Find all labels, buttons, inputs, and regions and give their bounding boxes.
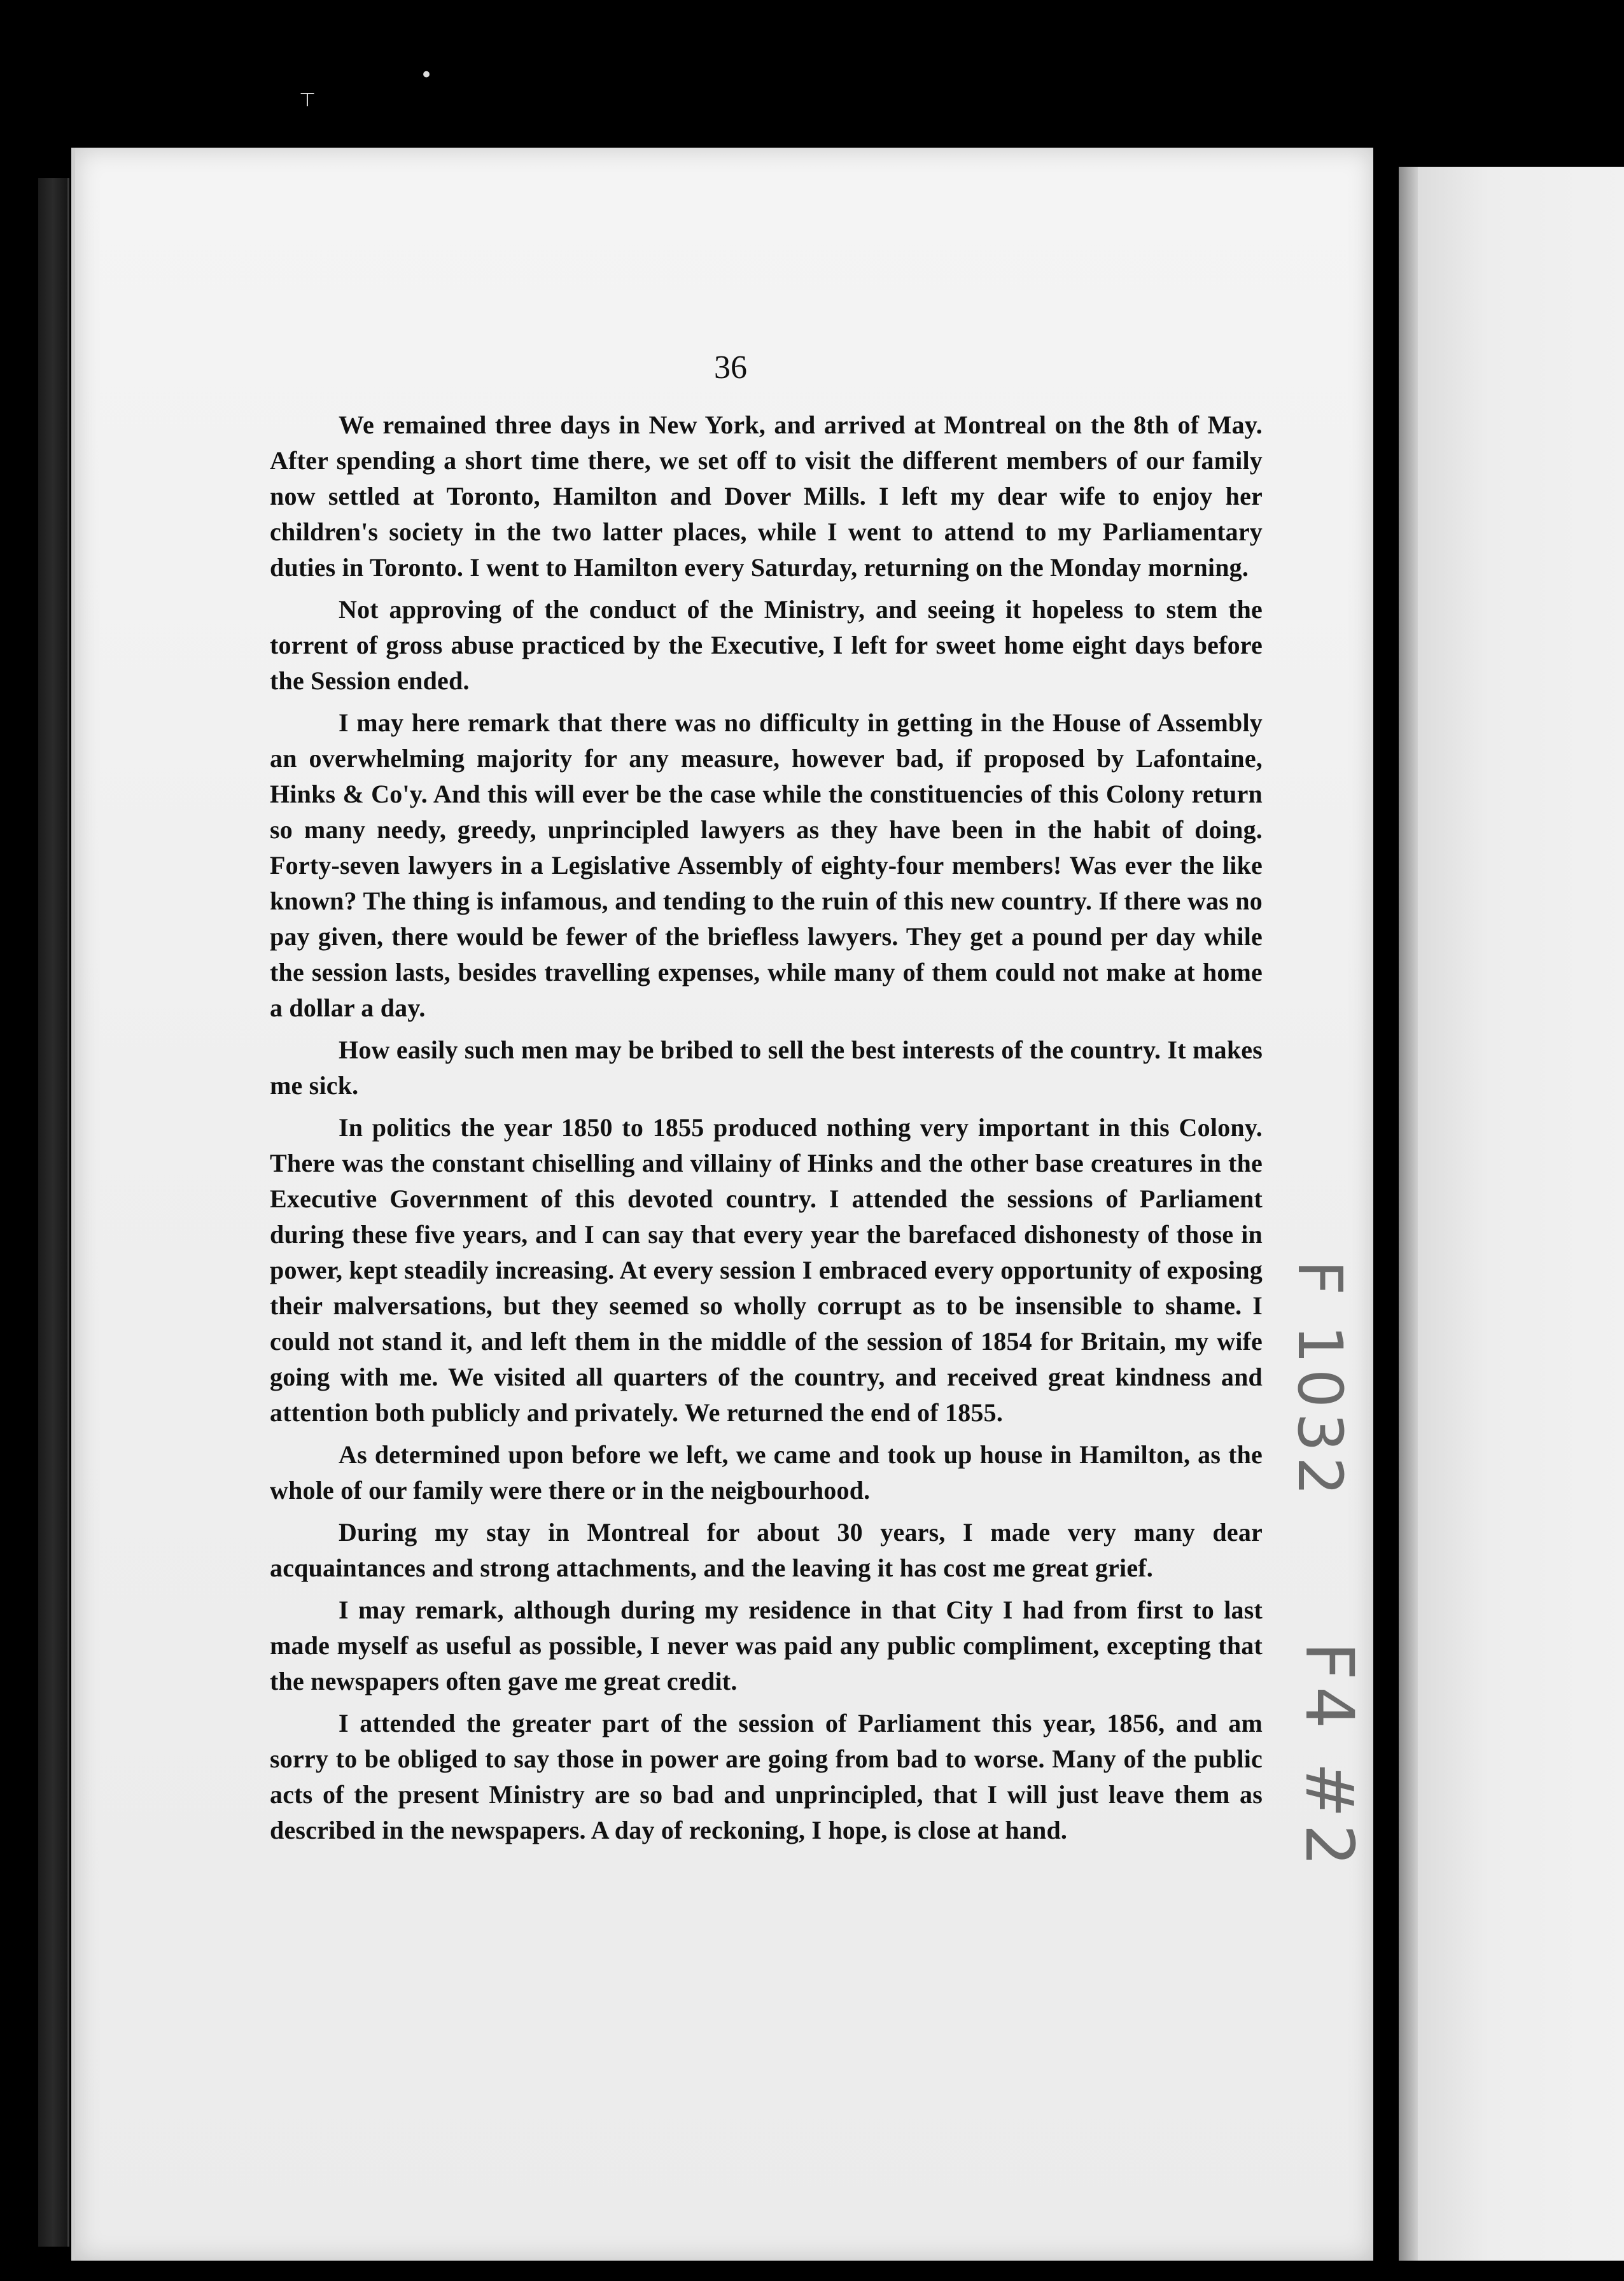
paragraph: During my stay in Montreal for about 30 years, I made very many dear acquaintances and strong attachments, and the leaving it has cost me great grief.: [270, 1518, 1263, 1582]
adjacent-page: [1399, 167, 1624, 2261]
paragraph: We remained three days in New York, and arrived at Montreal on the 8th of May. After spending a short time there, we set off to visit the different members of our family now settled at Toronto, Hamilton and Dover Mills. I left my dear wife to enjoy her children's society in the two latter places, while I went to attend to my Parliamentary duties in Toronto. I went to Hamilton every Saturday, returning on the Monday morning.: [270, 411, 1263, 582]
paragraph: Not approving of the conduct of the Ministry, and seeing it hopeless to stem the torrent of gross abuse practiced by the Executive, I left for sweet home eight days before the Session ended.: [270, 595, 1263, 695]
catalog-number-note: F 1032: [1284, 1260, 1355, 1501]
scan-speck: •: [420, 62, 433, 88]
book-binding: [38, 178, 69, 2247]
paragraph: As determined upon before we left, we came and took up house in Hamilton, as the whole of our family were there or in the neigbourhood.: [270, 1440, 1263, 1505]
page-gutter: [1399, 167, 1418, 2261]
paragraph: In politics the year 1850 to 1855 produced nothing very important in this Colony. There was the constant chiselling and villainy of Hinks and the other base creatures in the Executive Government of this devoted country. I attended the sessions of Parliament during these five years, and I can say that every year the barefaced dishonesty of those in power, kept steadily increasing. At every session I embraced every opportunity of exposing their malversations, but they seemed so wholly corrupt as to be insensible to shame. I could not stand it, and left them in the middle of the session of 1854 for Britain, my wife going with me. We visited all quarters of the country, and received great kindness and attention both publicly and privately. We returned the end of 1855.: [270, 1113, 1263, 1427]
page-number: 36: [714, 349, 747, 386]
paragraph: I attended the greater part of the session of Parliament this year, 1856, and am sorry to be obliged to say those in power are going from bad to worse. Many of the public acts of the present Ministry are so bad and unprincipled, that I will just leave them as described in the newspapers. A day of reckoning, I hope, is close at hand.: [270, 1709, 1263, 1844]
paragraph: I may here remark that there was no difficulty in getting in the House of Assembly an overwhelming majority for any measure, however bad, if proposed by Lafontaine, Hinks & Co'y. And this will ever be the case while the constituencies of this Colony return so many needy, greedy, unprincipled lawyers as they have been in the habit of doing. Forty-seven lawyers in a Legislative Assembly of eighty-four members! Was ever the like known? The thing is infamous, and tending to the ruin of this new country. If there was no pay given, there would be fewer of the briefless lawyers. They get a pound per day while the session lasts, besides travelling expenses, while many of them could not make at home a dollar a day.: [270, 708, 1263, 1022]
paragraph: I may remark, although during my residence in that City I had from first to last made myself as useful as possible, I never was paid any public compliment, excepting that the newspapers often gave me great credit.: [270, 1596, 1263, 1695]
shelf-mark-note: F4 #2: [1291, 1642, 1368, 1873]
scan-speck: ⊤: [299, 89, 316, 111]
paragraph: How easily such men may be bribed to sell the best interests of the country. It makes me sick.: [270, 1035, 1263, 1100]
page-text: [270, 407, 1263, 1855]
